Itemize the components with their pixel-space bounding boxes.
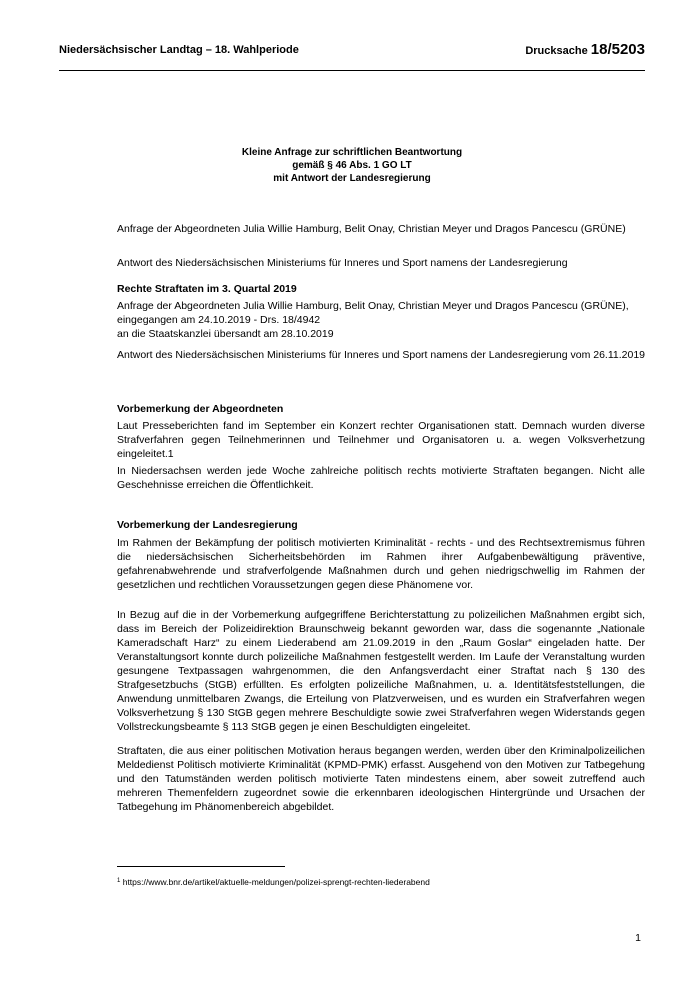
intro-antwort — [117, 256, 645, 270]
vorbemerkung-landesregierung-p1-text: Im Rahmen der Bekämpfung der politisch motivierten Kriminalität - rechts - und des Rechtsextremismus führen die niedersächsischen Sicherheitsbehörden im Rahmen ihrer Aufgabenbewältigung präventive, gefahrenabwehrende und strafverfolgende Maßnahmen durch und gehen niedrigschwellig im Rahmen der gesetzlichen und rechtlichen Voraussetzungen gegen diese Phänomene vor. — [117, 537, 645, 591]
footnote-divider — [117, 866, 285, 867]
vorbemerkung-landesregierung-p1 — [117, 536, 645, 592]
intro-antwort-text: Antwort des Niedersächsischen Ministeriums für Inneres und Sport namens der Landesregierung — [117, 257, 568, 269]
vorbemerkung-landesregierung-p3 — [117, 744, 645, 814]
page-header — [59, 41, 645, 64]
title-line-3: mit Antwort der Landesregierung — [273, 173, 431, 184]
vorbemerkung-landesregierung-p2 — [117, 608, 645, 734]
vorbemerkung-abgeordnete-p1 — [117, 419, 645, 461]
intro-anfrage — [117, 222, 645, 236]
document-title — [59, 146, 645, 185]
subject-antwort — [117, 348, 645, 362]
subject-anfrage — [117, 299, 645, 341]
footnote — [117, 876, 430, 888]
title-line-2: gemäß § 46 Abs. 1 GO LT — [292, 160, 412, 171]
footnote-marker: 1 — [117, 878, 121, 884]
drucksache-ref — [525, 41, 645, 58]
vorbemerkung-abgeordnete-p2 — [117, 464, 645, 492]
drucksache-label: Drucksache — [525, 45, 588, 57]
drucksache-number: 18/5203 — [590, 41, 645, 58]
subject-antwort-text: Antwort des Niedersächsischen Ministeriums für Inneres und Sport namens der Landesregierung vom 26.11.2019 — [117, 349, 646, 361]
parliament-name: Niedersächsischer Landtag – 18. Wahlperiode — [59, 44, 299, 56]
header-divider — [59, 70, 645, 71]
vorbemerkung-abgeordnete-p1-text: Laut Presseberichten fand im September ein Konzert rechter Organisationen statt. Demnach wurden diverse Strafverfahren gegen Teilnehmerinnen und Teilnehmer und Organisatoren u. a. wegen Volksverhetzung eingeleitet.1 — [117, 420, 645, 460]
subject-heading: Rechte Straftaten im 3. Quartal 2019 — [117, 283, 297, 295]
vorbemerkung-abgeordnete-heading: Vorbemerkung der Abgeordneten — [117, 403, 284, 415]
footnote-link[interactable]: https://www.bnr.de/artikel/aktuelle-meldungen/polizei-sprengt-rechten-liederabend — [122, 877, 430, 887]
subject-anfrage-line1: Anfrage der Abgeordneten Julia Willie Hamburg, Belit Onay, Christian Meyer und Dragos Pancescu (GRÜNE), eingegangen am 24.10.2019 - Drs. 18/4942 — [117, 300, 629, 326]
subject-anfrage-line2: an die Staatskanzlei übersandt am 28.10.2019 — [117, 328, 334, 340]
title-line-1: Kleine Anfrage zur schriftlichen Beantwortung — [241, 147, 463, 158]
vorbemerkung-landesregierung-p3-text: Straftaten, die aus einer politischen Motivation heraus begangen werden, werden über den Kriminalpolizeilichen Meldedienst Politisch motivierte Kriminalität (KPMD-PMK) erfasst. Ausgehend von den Motiven zur Tatbegehung und den Tatumständen werden politisch motivierte Taten mindestens einem, aber soweit zutreffend auch mehreren Themenfeldern zugeordnet sowie die erkennbaren ideologischen Hintergründe und Ursachen der Tatbegehung im Phänomenbereich abgebildet. — [117, 745, 645, 813]
vorbemerkung-landesregierung-heading: Vorbemerkung der Landesregierung — [117, 519, 298, 531]
vorbemerkung-landesregierung-p2-text: In Bezug auf die in der Vorbemerkung aufgegriffene Berichterstattung zu polizeilichen Maßnahmen ergibt sich, dass im Bereich der Polizeidirektion Braunschweig bekannt geworden war, dass die sogenannte „Nationale Kameradschaft Harz“ zu einem Liederabend am 21.09.2019 in den „Raum Goslar“ eingeladen hatte. Der Veranstaltungsort konnte durch polizeiliche Maßnahmen festgestellt werden. Im Laufe der Veranstaltung wurden gesungene Textpassagen wahrgenommen, die den Anfangsverdacht einer Straftat nach § 130 des Strafgesetzbuchs (StGB) erfüllten. Es erfolgten polizeiliche Maßnahmen, u. a. Identitätsfeststellungen, die Anwendung unmittelbaren Zwangs, die Erteilung von Platzverweisen, und es wurden ein Strafverfahren wegen Volksverhetzung § 130 StGB gegen mehrere Beschuldigte sowie zwei Strafverfahren wegen Widerstands gegen Vollstreckungsbeamte § 113 StGB gegen je einen Beschuldigten eingeleitet. — [117, 609, 645, 733]
intro-anfrage-text: Anfrage der Abgeordneten Julia Willie Hamburg, Belit Onay, Christian Meyer und Dragos Pancescu (GRÜNE) — [117, 223, 626, 235]
page-number: 1 — [635, 932, 641, 944]
vorbemerkung-abgeordnete-p2-text: In Niedersachsen werden jede Woche zahlreiche politisch rechts motivierte Straftaten begangen. Nicht alle Geschehnisse erreichen die Öffentlichkeit. — [117, 465, 645, 491]
